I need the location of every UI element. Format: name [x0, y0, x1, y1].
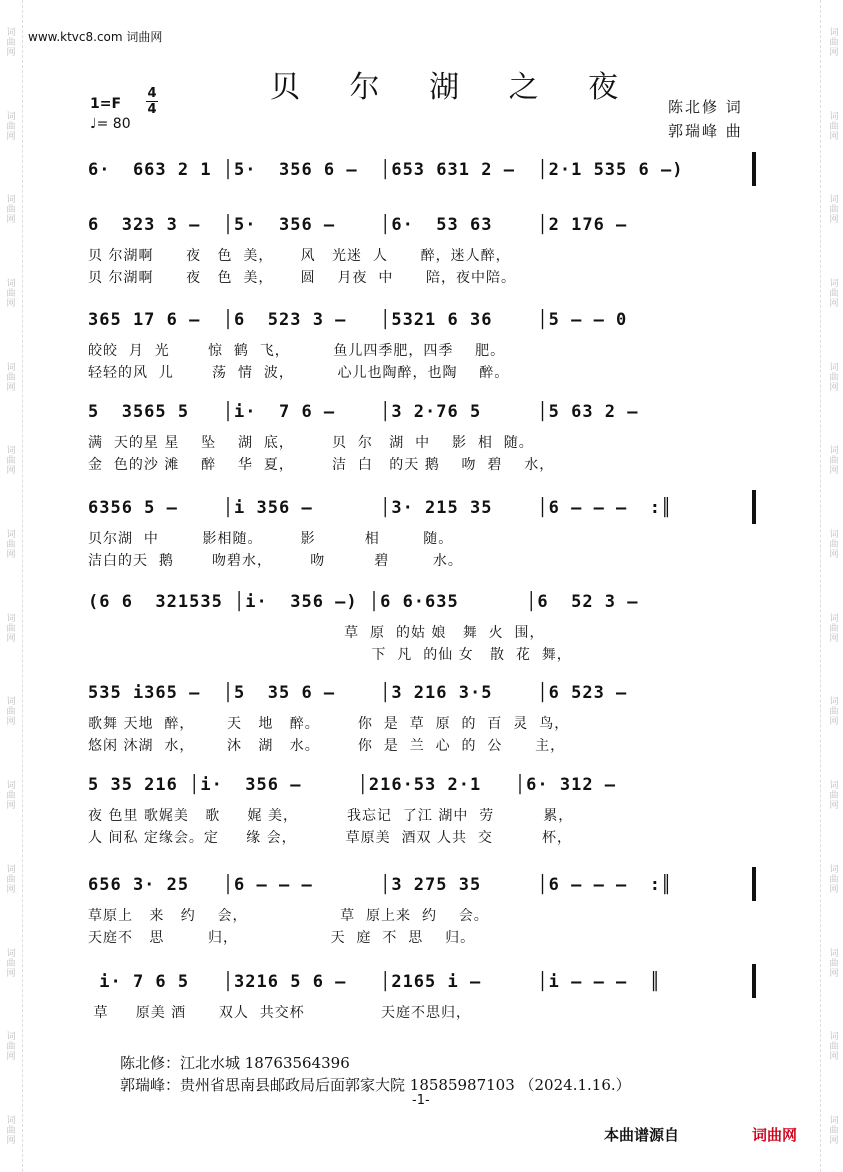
score-row: [80, 402, 760, 472]
lyric-line: 贝 尔湖啊 夜 色 美， 风 光迷 人 醉，迷人醉，: [88, 248, 511, 264]
lyric-line: 草 原美 酒 双人 共交杯 天庭不思归，: [88, 1005, 472, 1021]
lyric-line: 人 间私 定缘会。定 缘 会， 草原美 酒双 人共 交 杯，: [88, 830, 572, 846]
lyric-line: 满 天的星 星 坠 湖 底， 贝 尔 湖 中 影 相 随。: [88, 435, 534, 451]
footer-lyricist-contact: 陈北修：江北水城 18763564396: [120, 1054, 350, 1072]
tempo-marking: ♩= 80: [90, 116, 131, 132]
end-barline: [752, 490, 756, 524]
score-row: [80, 775, 760, 845]
notation-line: 6 323 3 – │5· 356 – │6· 53 63 │2 176 –: [88, 215, 628, 235]
notation-line: 5 35 216 │i· 356 – │216·53 2·1 │6· 312 –: [88, 775, 617, 795]
lyricist-credit: 陈北修 词: [668, 98, 743, 116]
notation-line: 365 17 6 – │6 523 3 – │5321 6 36 │5 – – 0: [88, 310, 628, 330]
lyric-line: 贝尔湖 中 影相随。 影 相 随。: [88, 531, 454, 547]
lyric-line: 金 色的沙 滩 醉 华 夏， 洁 白 的天 鹅 吻 碧 水，: [88, 457, 555, 473]
lyric-line: 草 原 的姑 娘 舞 火 围，: [88, 625, 545, 641]
composer-credit: 郭瑞峰 曲: [668, 122, 743, 140]
lyric-line: 天庭不 思 归， 天 庭 不 思 归。: [88, 930, 476, 946]
key-signature: 1=F: [90, 96, 122, 112]
site-header: www.ktvc8.com 词曲网: [28, 30, 163, 44]
watermark-right: 词曲网 词曲网 词曲网 词曲网 词曲网 词曲网 词曲网 词曲网 词曲网 词曲网 词曲网 词曲网 词曲网 词曲网: [827, 26, 838, 1145]
end-barline: [752, 867, 756, 901]
page-number: -1-: [412, 1093, 430, 1108]
margin-line-left: [22, 0, 23, 1172]
lyric-line: 轻轻的风 儿 荡 情 波， 心儿也陶醉，也陶 醉。: [88, 365, 510, 381]
notation-line: (6 6 321535 │i· 356 –) │6 6·635 │6 52 3 –: [88, 592, 639, 612]
lyric-line: 悠闲 沐湖 水， 沐 湖 水。 你 是 兰 心 的 公 主，: [88, 738, 566, 754]
lyric-line: 皎皎 月 光 惊 鹤 飞， 鱼儿四季肥，四季 肥。: [88, 343, 506, 359]
score-row: [80, 683, 760, 753]
score-row: [80, 215, 760, 285]
notation-line: 656 3· 25 │6 – – – │3 275 35 │6 – – – :║: [88, 875, 673, 895]
score-row: [80, 498, 760, 568]
score-row: [80, 592, 760, 662]
lyric-line: 贝 尔湖啊 夜 色 美， 圆 月夜 中 陪，夜中陪。: [88, 270, 517, 286]
lyric-line: 下 凡 的仙 女 散 花 舞，: [88, 647, 572, 663]
score-row: [80, 875, 760, 945]
notation-line: 5 3565 5 │i· 7 6 – │3 2·76 5 │5 63 2 –: [88, 402, 639, 422]
song-title: 贝 尔 湖 之 夜: [270, 70, 639, 105]
source-site-link[interactable]: 词曲网: [752, 1126, 798, 1144]
end-barline: [752, 964, 756, 998]
lyric-line: 夜 色里 歌娓美 歌 娓 美， 我忘记 了江 湖中 劳 累，: [88, 808, 574, 824]
end-barline: [752, 152, 756, 186]
time-signature: 4 4: [147, 86, 157, 117]
notation-line: i· 7 6 5 │3216 5 6 – │2165 i – │i – – – ║: [88, 972, 661, 992]
score-row: [80, 972, 760, 1042]
lyric-line: 歌舞 天地 醉， 天 地 醉。 你 是 草 原 的 百 灵 鸟，: [88, 716, 570, 732]
lyric-line: 洁白的天 鹅 吻碧水， 吻 碧 水。: [88, 553, 463, 569]
notation-line: 6356 5 – │i 356 – │3· 215 35 │6 – – – :║: [88, 498, 673, 518]
notation-line: 6· 663 2 1 │5· 356 6 – │653 631 2 – │2·1 535 6 –): [88, 160, 684, 180]
lyric-line: 草原上 来 约 会， 草 原上来 约 会。: [88, 908, 489, 924]
notation-line: 535 i365 – │5 35 6 – │3 216 3·5 │6 523 –: [88, 683, 628, 703]
source-label: 本曲谱源自: [604, 1126, 680, 1144]
margin-line-right: [820, 0, 821, 1172]
watermark-left: 词曲网 词曲网 词曲网 词曲网 词曲网 词曲网 词曲网 词曲网 词曲网 词曲网 词曲网 词曲网 词曲网 词曲网: [4, 26, 15, 1145]
footer-composer-contact: 郭瑞峰：贵州省思南县邮政局后面郭家大院 18585987103 （2024.1.16.）: [120, 1076, 631, 1094]
score-row: [80, 310, 760, 380]
